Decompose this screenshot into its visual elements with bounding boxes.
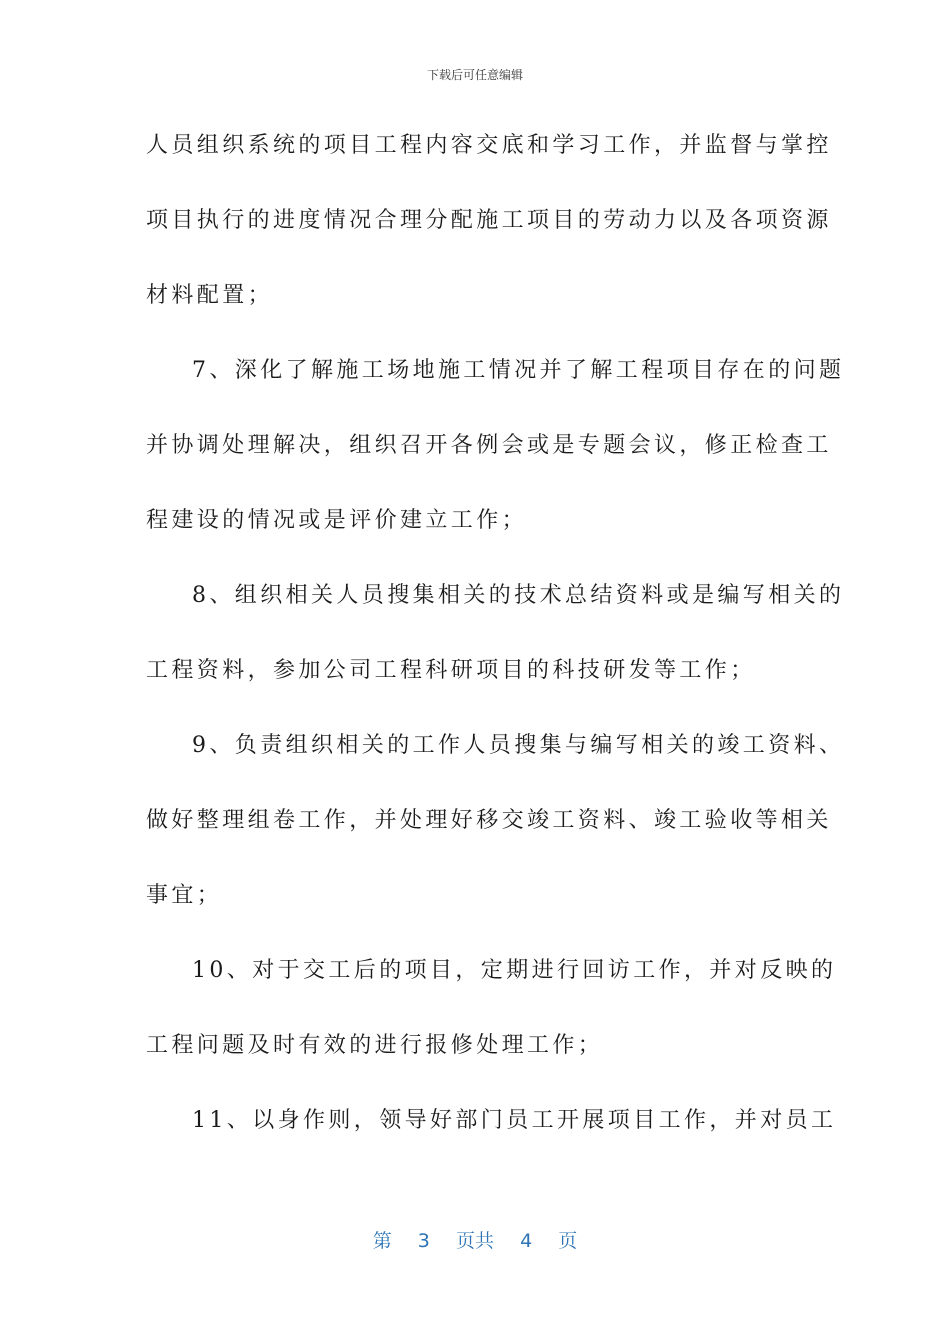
footer-suffix: 页 [558, 1230, 578, 1252]
footer-current-page: 3 [417, 1230, 430, 1252]
text-line: 事宜； [146, 883, 223, 908]
text-line: 9、负责组织相关的工作人员搜集与编写相关的竣工资料、 [192, 733, 845, 758]
text-line: 程建设的情况或是评价建立工作； [146, 508, 528, 533]
text-line: 10、对于交工后的项目，定期进行回访工作，并对反映的 [192, 958, 837, 983]
text-line: 工程资料，参加公司工程科研项目的科技研发等工作； [146, 658, 756, 683]
text-line: 并协调处理解决，组织召开各例会或是专题会议，修正检查工 [146, 433, 832, 458]
text-line: 7、深化了解施工场地施工情况并了解工程项目存在的问题 [192, 358, 845, 383]
footer-total-pages: 4 [520, 1230, 533, 1252]
text-line: 做好整理组卷工作，并处理好移交竣工资料、竣工验收等相关 [146, 808, 832, 833]
text-line: 11、以身作则，领导好部门员工开展项目工作，并对员工 [192, 1108, 837, 1133]
text-line: 8、组织相关人员搜集相关的技术总结资料或是编写相关的 [192, 583, 845, 608]
text-line: 人员组织系统的项目工程内容交底和学习工作，并监督与掌控 [146, 133, 832, 158]
footer-prefix: 第 [372, 1230, 392, 1252]
page-header-note: 下载后可任意编辑 [426, 68, 523, 82]
text-line: 工程问题及时有效的进行报修处理工作； [146, 1033, 604, 1058]
page-footer [0, 1226, 950, 1253]
footer-middle: 页共 [455, 1230, 494, 1252]
text-line: 项目执行的进度情况合理分配施工项目的劳动力以及各项资源 [146, 208, 832, 233]
text-line: 材料配置； [146, 283, 274, 308]
